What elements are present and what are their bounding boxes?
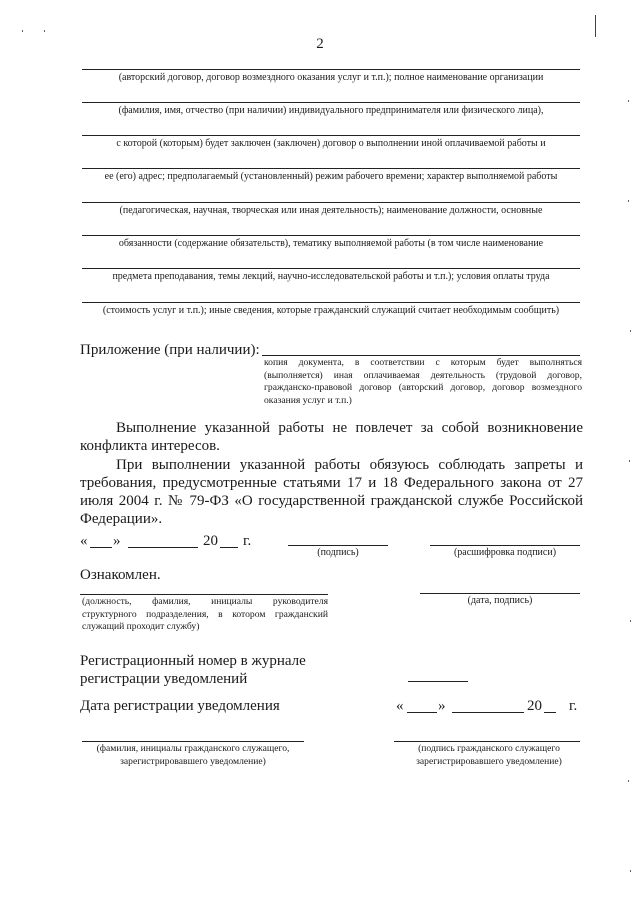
form-line <box>82 235 580 236</box>
form-line <box>82 302 580 303</box>
form-line-caption: с которой (которым) будет заключен (заключен) договор о выполнении иной оплачиваемой работы и <box>116 138 546 149</box>
scan-dot <box>44 30 45 32</box>
form-line <box>82 202 580 203</box>
scan-dot <box>629 460 630 462</box>
scan-dot <box>628 780 629 782</box>
form-line-caption: (стоимость услуг и т.п.); иные сведения, которые гражданский служащий считает необходимым сообщить) <box>102 305 560 316</box>
paragraph-obligations: При выполнении указанной работы обязуюсь соблюдать запреты и требования, предусмотренные статьями 17 и 18 Федерального закона от 27 июля 2004 г. № 79-ФЗ «О государственной гражданской службе Российской Федерации». <box>80 457 583 527</box>
reg-date-open-quote: « <box>396 698 404 714</box>
scan-dot <box>22 30 23 32</box>
scan-dot <box>630 330 631 332</box>
form-line-caption: (фамилия, имя, отчество (при наличии) индивидуального предпринимателя или физического лица), <box>118 105 544 116</box>
decryption-line <box>430 545 580 546</box>
date-year-prefix: 20 <box>203 533 218 549</box>
date-day-line <box>90 547 112 548</box>
form-line <box>82 268 580 269</box>
paragraph-no-conflict: Выполнение указанной работы не повлечет за собой возникновение конфликта интересов. <box>80 420 583 454</box>
registration-number-label: Регистрационный номер в журнале регистрации уведомлений <box>80 653 306 687</box>
attachment-note: копия документа, в соответствии с которым будет выполняться (выполняется) иная оплачиваемая деятельность (трудовой договор, гражданско-правовой договор (авторский договор, договор возмездного оказания услуг и т.п.) <box>264 357 582 406</box>
date-month-line <box>128 547 198 548</box>
registration-number-line <box>408 681 468 682</box>
acknowledged-label: Ознакомлен. <box>80 567 161 583</box>
scan-dot <box>628 100 629 102</box>
page-number: 2 <box>316 36 324 52</box>
form-line-caption: ее (его) адрес; предполагаемый (установленный) режим рабочего времени; характер выполняемой работы <box>104 171 558 182</box>
reg-date-year-line <box>544 712 556 713</box>
form-line-caption: обязанности (содержание обязательств), тематику выполняемой работы (в том числе наименование <box>118 238 544 249</box>
position-line <box>80 594 328 595</box>
registrar-sign-caption: (подпись гражданского служащего зарегистрировавшего уведомление) <box>416 743 562 767</box>
reg-date-year-prefix: 20 <box>527 698 542 714</box>
date-sign-caption: (дата, подпись) <box>467 595 533 606</box>
date-year-suffix: г. <box>243 533 252 549</box>
form-line <box>82 168 580 169</box>
reg-date-day-line <box>407 712 437 713</box>
form-line-caption: предмета преподавания, темы лекций, научно-исследовательской работы и т.п.); условия оплаты труда <box>112 271 550 282</box>
date-year-line <box>220 547 238 548</box>
form-line <box>82 102 580 103</box>
registrar-caption: (фамилия, инициалы гражданского служащего, зарегистрировавшего уведомление) <box>96 743 290 767</box>
signature-caption: (подпись) <box>317 547 359 558</box>
form-line <box>82 135 580 136</box>
form-line-caption: (педагогическая, научная, творческая или иная деятельность); наименование должности, основные <box>119 205 543 216</box>
scan-edge-mark <box>595 15 596 37</box>
date-open-quote: « <box>80 533 88 549</box>
date-sign-line <box>420 593 580 594</box>
form-line-caption: (авторский договор, договор возмездного оказания услуг и т.п.); полное наименование организации <box>118 72 544 83</box>
scan-dot <box>630 620 631 622</box>
signature-line <box>288 545 388 546</box>
registrar-line <box>82 741 304 742</box>
registrar-sign-line <box>394 741 580 742</box>
reg-date-month-line <box>452 712 524 713</box>
registration-date-label: Дата регистрации уведомления <box>80 698 280 714</box>
decryption-caption: (расшифровка подписи) <box>453 547 557 558</box>
reg-date-year-suffix: г. <box>569 698 578 714</box>
attachment-label: Приложение (при наличии): <box>80 342 260 358</box>
date-close-quote: » <box>113 533 121 549</box>
form-line <box>82 69 580 70</box>
attachment-line <box>262 355 580 356</box>
scan-dot <box>628 200 629 202</box>
position-caption: (должность, фамилия, инициалы руководителя структурного подразделения, в котором гражданский служащий проходит службу) <box>82 596 328 632</box>
reg-date-close-quote: » <box>438 698 446 714</box>
scan-dot <box>630 870 631 872</box>
